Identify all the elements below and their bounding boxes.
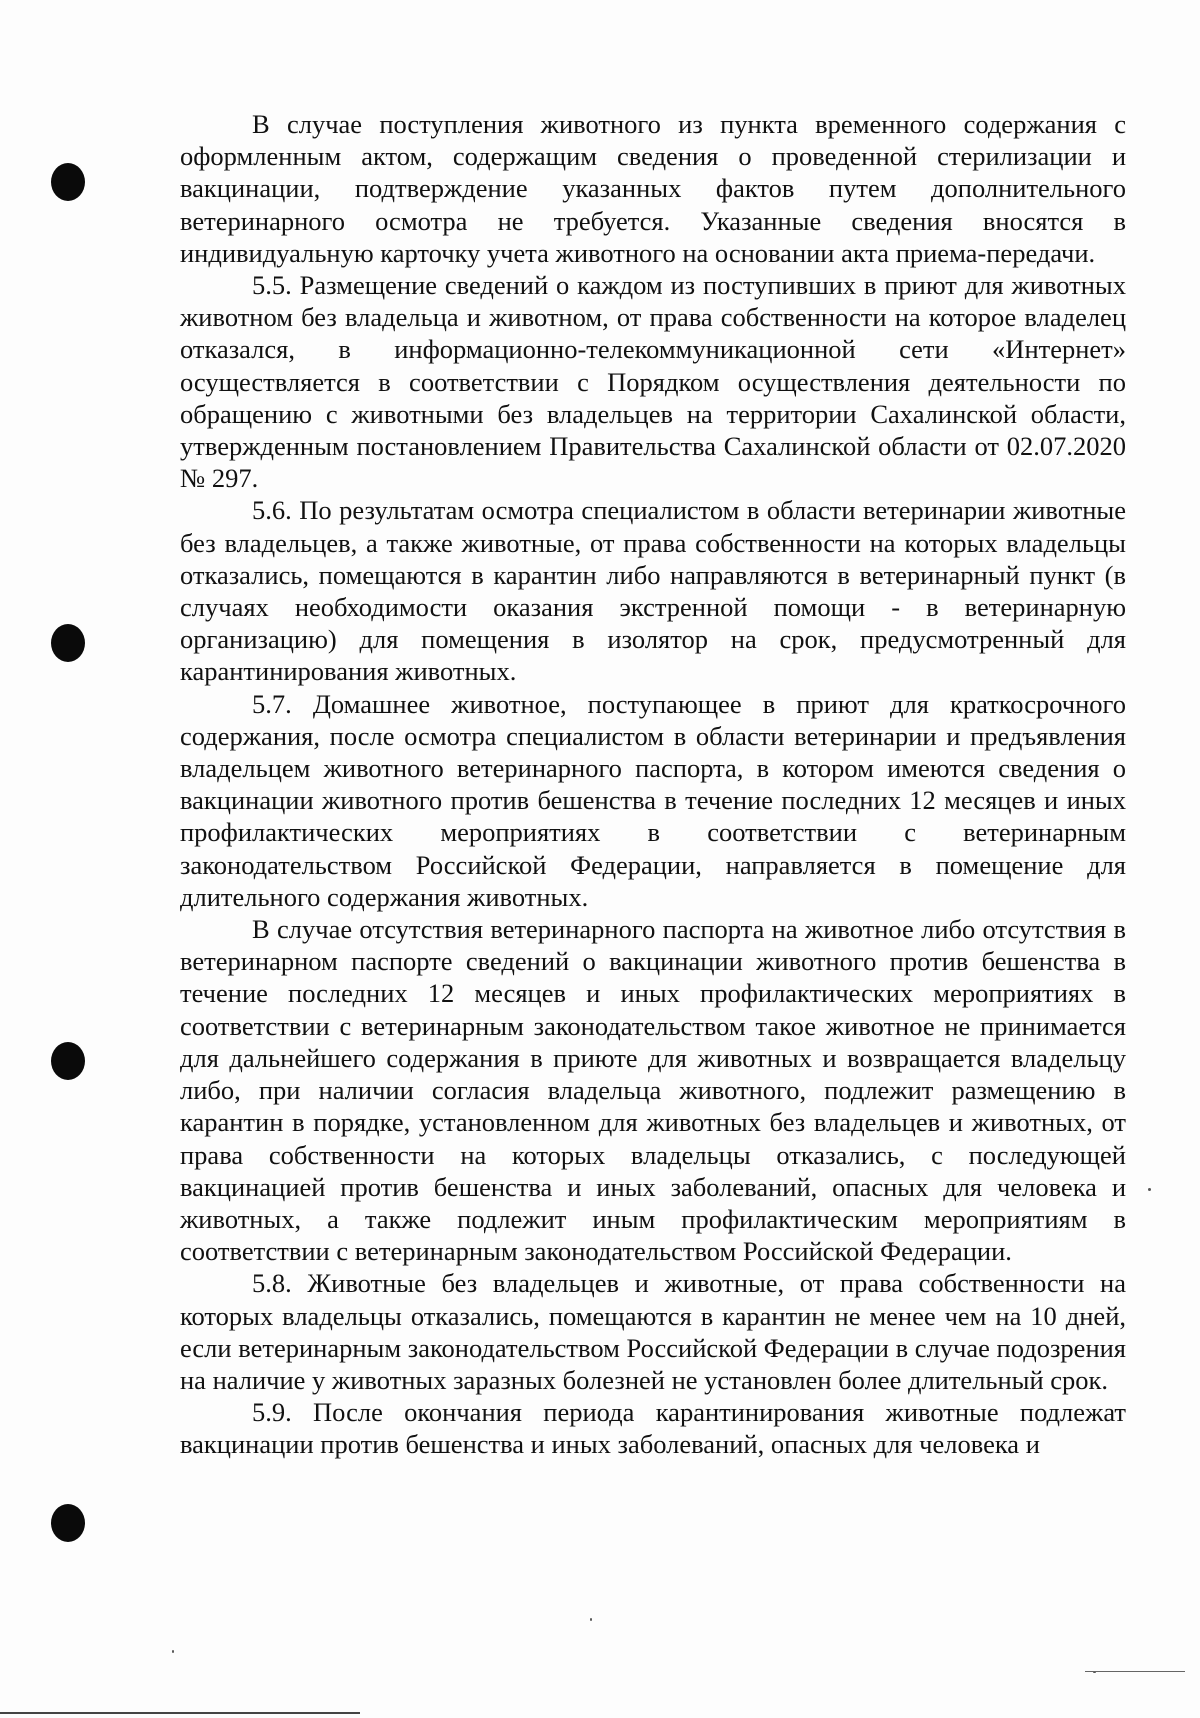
punch-hole-mark [51,1504,85,1542]
paragraph-5-6: 5.6. По результатам осмотра специалистом в области ветеринарии животные без владельцев, а также животные, от права собственности на которых владельцы отказались, помещаются в карантин либо направляются в ветеринарный пункт (в случаях необходимости оказания экстренной помощи - в ветеринарную организацию) для помещения в изолятор на срок, предусмотренный для карантинирования животных. [180,495,1126,687]
scan-speck [172,1650,174,1653]
paragraph-5-5: 5.5. Размещение сведений о каждом из поступивших в приют для животных животном без владельца и животном, от права собственности на которое владелец отказался, в информационно-телекоммуникационной сети «Интернет» осуществляется в соответствии с Порядком осуществления деятельности по обращению с животными без владельцев на территории Сахалинской области, утвержденным постановлением Правительства Сахалинской области от 02.07.2020 № 297. [180,270,1126,494]
punch-hole-mark [51,624,85,662]
paragraph-5-7-continued: В случае отсутствия ветеринарного паспорта на животное либо отсутствия в ветеринарном паспорте сведений о вакцинации животного против бешенства в течение последних 12 месяцев и иных профилактических мероприятиях в соответствии с ветеринарным законодательством такое животное не принимается для дальнейшего содержания в приюте для животных и возвращается владельцу либо, при наличии согласия владельца животного, подлежит размещению в карантин в порядке, установленном для животных без владельцев и животных, от права собственности на которых владельцы отказались, с последующей вакцинацией против бешенства и иных заболеваний, опасных для человека и животных, а также подлежит иным профилактическим мероприятиям в соответствии с ветеринарным законодательством Российской Федерации. [180,914,1126,1267]
scan-edge-line [1085,1671,1185,1672]
punch-hole-mark [51,163,85,201]
scan-edge-line [0,1712,360,1714]
paragraph-intro: В случае поступления животного из пункта временного содержания с оформленным актом, содержащим сведения о проведенной стерилизации и вакцинации, подтверждение указанных фактов путем дополнительного ветеринарного осмотра не требуется. Указанные сведения вносятся в индивидуальную карточку учета животного на основании акта приема-передачи. [180,109,1126,268]
punch-hole-mark [51,1042,85,1080]
document-body [180,108,1126,1461]
paragraph-5-8: 5.8. Животные без владельцев и животные, от права собственности на которых владельцы отказались, помещаются в карантин не менее чем на 10 дней, если ветеринарным законодательством Российской Федерации в случае подозрения на наличие у животных заразных болезней не установлен более длительный срок. [180,1268,1126,1395]
scan-speck [1148,1188,1151,1191]
scan-speck [590,1618,592,1621]
paragraph-5-9: 5.9. После окончания периода карантинирования животные подлежат вакцинации против бешенства и иных заболеваний, опасных для человека и [180,1397,1126,1460]
paragraph-5-7: 5.7. Домашнее животное, поступающее в приют для краткосрочного содержания, после осмотра специалистом в области ветеринарии и предъявления владельцем животного ветеринарного паспорта, в котором имеются сведения о вакцинации животного против бешенства в течение последних 12 месяцев и иных профилактических мероприятиях в соответствии с ветеринарным законодательством Российской Федерации, направляется в помещение для длительного содержания животных. [180,688,1126,912]
